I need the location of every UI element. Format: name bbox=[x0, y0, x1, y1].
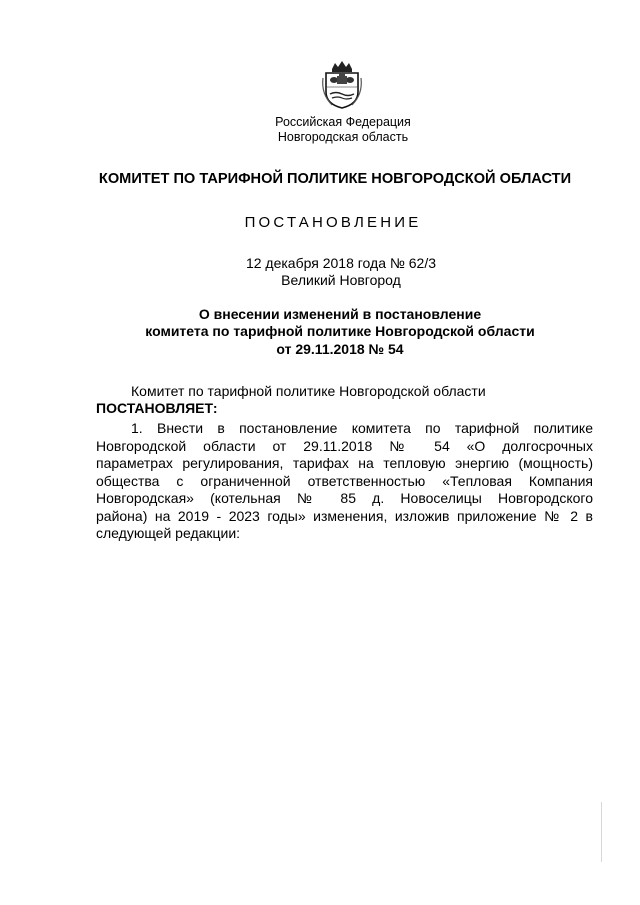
paragraph-line: 1. Внести в постановление комитета по тарифной политике bbox=[131, 420, 593, 436]
paragraph-line: Новгородской области от 29.11.2018 № 54 «О долгосрочных bbox=[96, 438, 593, 454]
paragraph-line: Новгородская» (котельная № 85 д. Новоселицы Новгородского bbox=[96, 490, 593, 506]
country-name: Российская Федерация bbox=[275, 115, 411, 129]
subject-line: комитета по тарифной политике Новгородской области bbox=[145, 323, 535, 339]
intro-text: Комитет по тарифной политике Новгородской области bbox=[131, 383, 486, 399]
paragraph-line: района) на 2019 - 2023 годы» изменения, изложив приложение № 2 в bbox=[96, 508, 593, 524]
paragraph-line: следующей редакции: bbox=[96, 525, 241, 541]
paragraph-line: параметрах регулирования, тарифах на тепловую энергию (мощность) bbox=[96, 455, 593, 471]
decides-heading: ПОСТАНОВЛЯЕТ: bbox=[96, 400, 218, 416]
paragraph-line: общества с ограниченной ответственностью «Тепловая Компания bbox=[96, 473, 593, 489]
document-date-number: 12 декабря 2018 года № 62/3 bbox=[245, 255, 437, 271]
novgorod-coat-of-arms-icon bbox=[318, 60, 366, 110]
document-city: Великий Новгород bbox=[281, 272, 401, 288]
region-name: Новгородская область bbox=[277, 130, 409, 144]
committee-title: КОМИТЕТ ПО ТАРИФНОЙ ПОЛИТИКЕ НОВГОРОДСКОЙ ОБЛАСТИ bbox=[98, 171, 572, 187]
scan-artifact-line bbox=[601, 802, 602, 862]
subject-line: от 29.11.2018 № 54 bbox=[276, 341, 404, 357]
subject-line: О внесении изменений в постановление bbox=[198, 306, 482, 322]
document-type: ПОСТАНОВЛЕНИЕ bbox=[244, 214, 422, 231]
